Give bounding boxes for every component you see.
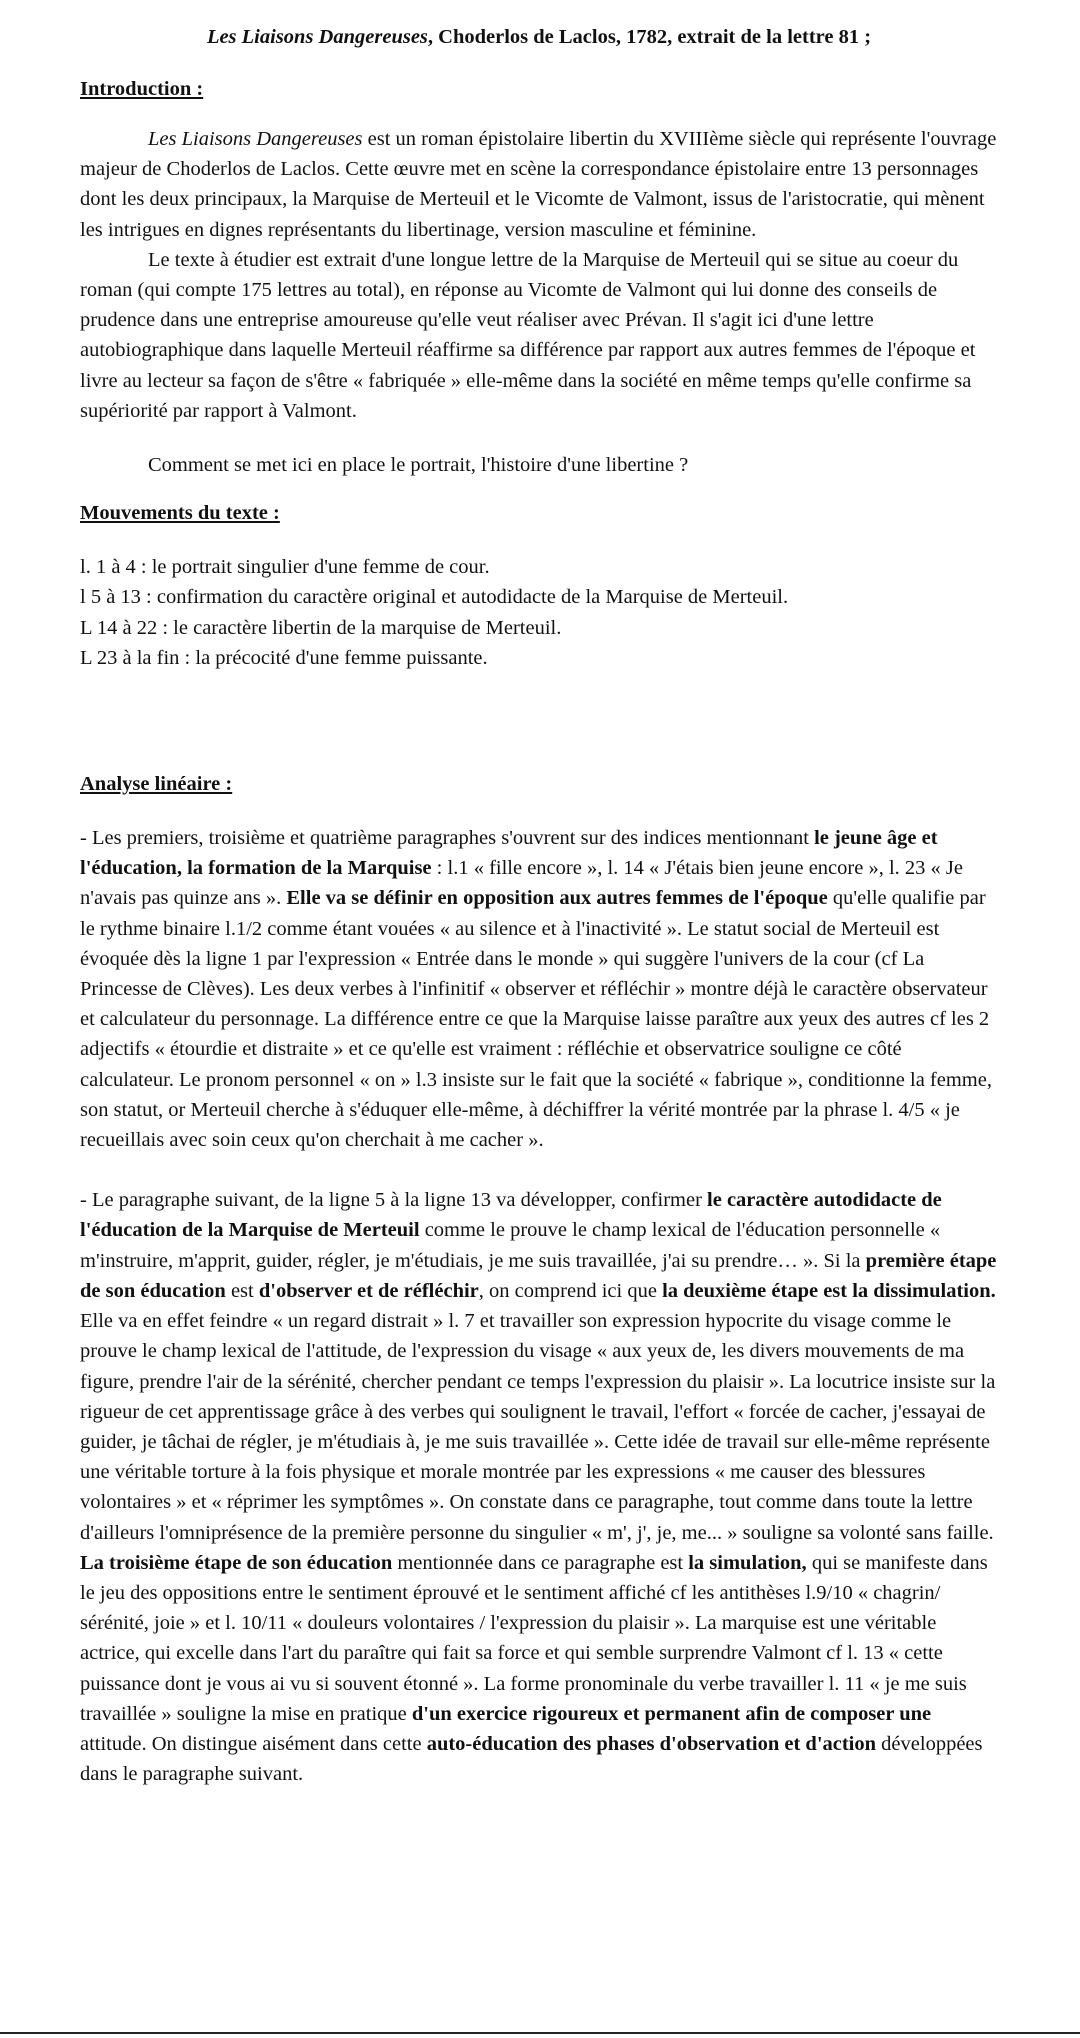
analysis-p1-bold: Elle va se définir en opposition aux autres femmes de l'époque — [286, 887, 828, 910]
title-rest: , Choderlos de Laclos, 1782, extrait de la lettre 81 ; — [427, 26, 872, 48]
analysis-p2-bold: le caractère autodidacte de l'éducation de la Marquise de Merteuil — [80, 1189, 942, 1242]
intro-p1-text: est un roman épistolaire libertin du XVIIIème siècle qui représente l'ouvrage majeur de Choderlos de Laclos. Cette œuvre met en scène la correspondance épistolaire entre 13 personnages dont les deux principaux, la Marquise de Merteuil et le Vicomte de Valmont, issus de l'aristocratie, qui mènent les intrigues en dignes représentants du libertinage, version masculine et féminine. — [80, 128, 997, 241]
analysis-p2-text: Elle va en effet feindre « un regard distrait » l. 7 et travailler son expression hypocrite du visage comme le prouve le champ lexical de l'attitude, de l'expression du visage « aux yeux de, les divers mouvements de ma figure, prendre l'air de la sérénité, chercher pendant ce temps l'expression du plaisir ». La locutrice insiste sur la rigueur de cet apprentissage grâce à des verbes qui soulignent le travail, l'effort « forcée de cacher, j'essayai de guider, je tâchai de régler, je m'étudiais à, je me suis travaillée ». Cette idée de travail sur elle-même représente une véritable torture à la fois physique et morale montrée par les expressions « me causer des blessures volontaires » et « réprimer les symptômes ». On constate dans ce paragraphe, tout comme dans toute la lettre d'ailleurs l'omniprésence de la première personne du singulier « m', j', je, me... » souligne sa volonté sans faille. — [80, 1310, 996, 1544]
analysis-p1-text: qu'elle qualifie par le rythme binaire l.1/2 comme étant vouées « au silence et à l'inactivité ». Le statut social de Merteuil est évoquée dès la ligne 1 par l'expression « Entrée dans le monde » qui suggère l'univers de la cour (cf La Princesse de Clèves). Les deux verbes à l'infinitif « observer et réfléchir » montre déjà le caractère observateur et calculateur du personnage. La différence entre ce que la Marquise laisse paraître aux yeux des autres cf les 2 adjectifs « étourdie et distraite » et ce qu'elle est vraiment : réfléchie et observatrice souligne ce côté calculateur. Le pronom personnel « on » l.3 insiste sur le fait que la société « fabrique », conditionne la femme, son statut, or Merteuil cherche à s'éduquer elle-même, à déchiffrer la vérité montrée par la phrase l. 4/5 « je recueillais avec soin ceux qu'on cherchait à me cacher ». — [80, 887, 992, 1152]
title-work: Les Liaisons Dangereuses — [206, 26, 428, 48]
analysis-p2-text: attitude. On distingue aisément dans cette — [80, 1732, 427, 1755]
analysis-p2-bold: d'un exercice rigoureux et permanent afin de composer une — [411, 1702, 932, 1725]
analysis-p1-text: : l.1 « fille encore », l. 14 « J'étais bien jeune encore », l. 23 « Je n'avais pas quinze ans ». — [80, 857, 963, 910]
analysis-p1-bold: le jeune âge et l'éducation, la formation de la Marquise — [80, 827, 938, 880]
introduction-heading: Introduction : — [80, 78, 204, 100]
analysis-p2-bold: auto-éducation des phases d'observation et d'action — [426, 1732, 877, 1755]
analysis-p2-text: qui se manifeste dans le jeu des oppositions entre le sentiment éprouvé et le sentiment affiché cf les antithèses l.9/10 « chagrin/ sérénité, joie » et l. 10/11 « douleurs volontaires / l'expression du plaisir ». La marquise est une véritable actrice, qui excelle dans l'art du paraître qui fait sa force et qui semble surprendre Valmont cf l. 13 « cette puissance dont je vous ai vu si souvent étonné ». La forme pronominale du verbe travailler l. 11 « je me suis travaillée » souligne la mise en pratique — [80, 1551, 988, 1725]
analysis-p2-text: mentionnée dans ce paragraphe est — [392, 1551, 689, 1574]
analysis-p2-bold: La troisième étape de son éducation — [80, 1551, 393, 1574]
page-bottom-divider — [0, 2032, 1080, 2034]
movement-item-3: L 14 à 22 : le caractère libertin de la marquise de Merteuil. — [80, 616, 562, 639]
analysis-paragraph-1 — [80, 823, 998, 1155]
analysis-p2-bold: d'observer et de réfléchir — [258, 1279, 479, 1302]
analysis-p2-bold: la simulation, — [688, 1551, 807, 1574]
analysis-p2-text: comme le prouve le champ lexical de l'éducation personnelle « m'instruire, m'apprit, guider, régler, je m'étudiais, je me suis travaillée, j'ai su prendre… ». Si la — [80, 1219, 941, 1272]
intro-work-title: Les Liaisons Dangereuses — [148, 128, 363, 150]
analysis-p1-text: - Les premiers, troisième et quatrième paragraphes s'ouvrent sur des indices mentionnant — [80, 827, 815, 850]
problematique: Comment se met ici en place le portrait, l'histoire d'une libertine ? — [148, 454, 689, 477]
analysis-p2-text: , on comprend ici que — [478, 1279, 663, 1302]
analysis-p2-bold: la deuxième étape est la dissimulation. — [662, 1279, 996, 1302]
analysis-p2-text: est — [225, 1279, 259, 1302]
analysis-paragraph-2 — [80, 1185, 998, 1789]
document-title — [80, 22, 998, 52]
movements-heading: Mouvements du texte : — [80, 502, 280, 525]
intro-paragraph-2: Le texte à étudier est extrait d'une longue lettre de la Marquise de Merteuil qui se situe au coeur du roman (qui compte 175 lettres au total), en réponse au Vicomte de Valmont qui lui donne des conseils de prudence dans une entreprise amoureuse qu'elle veut réaliser avec Prévan. Il s'agit ici d'une lettre autobiographique dans laquelle Merteuil réaffirme sa différence par rapport aux autres femmes de l'époque et livre au lecteur sa façon de s'être « fabriquée » elle-même dans la société en même temps qu'elle confirme sa supériorité par rapport à Valmont. — [80, 248, 976, 422]
movement-item-2: l 5 à 13 : confirmation du caractère original et autodidacte de la Marquise de Merteuil. — [80, 586, 789, 609]
analysis-heading: Analyse linéaire : — [80, 773, 233, 796]
intro-paragraph-1 — [80, 124, 998, 245]
analysis-p2-text: - Le paragraphe suivant, de la ligne 5 à la ligne 13 va développer, confirmer — [80, 1189, 708, 1212]
movement-item-1: l. 1 à 4 : le portrait singulier d'une femme de cour. — [80, 556, 490, 579]
analysis-p2-bold: première étape de son éducation — [80, 1249, 997, 1302]
movement-item-4: L 23 à la fin : la précocité d'une femme puissante. — [80, 646, 488, 669]
document-page — [80, 22, 998, 1789]
analysis-p2-text: développées dans le paragraphe suivant. — [80, 1732, 983, 1786]
